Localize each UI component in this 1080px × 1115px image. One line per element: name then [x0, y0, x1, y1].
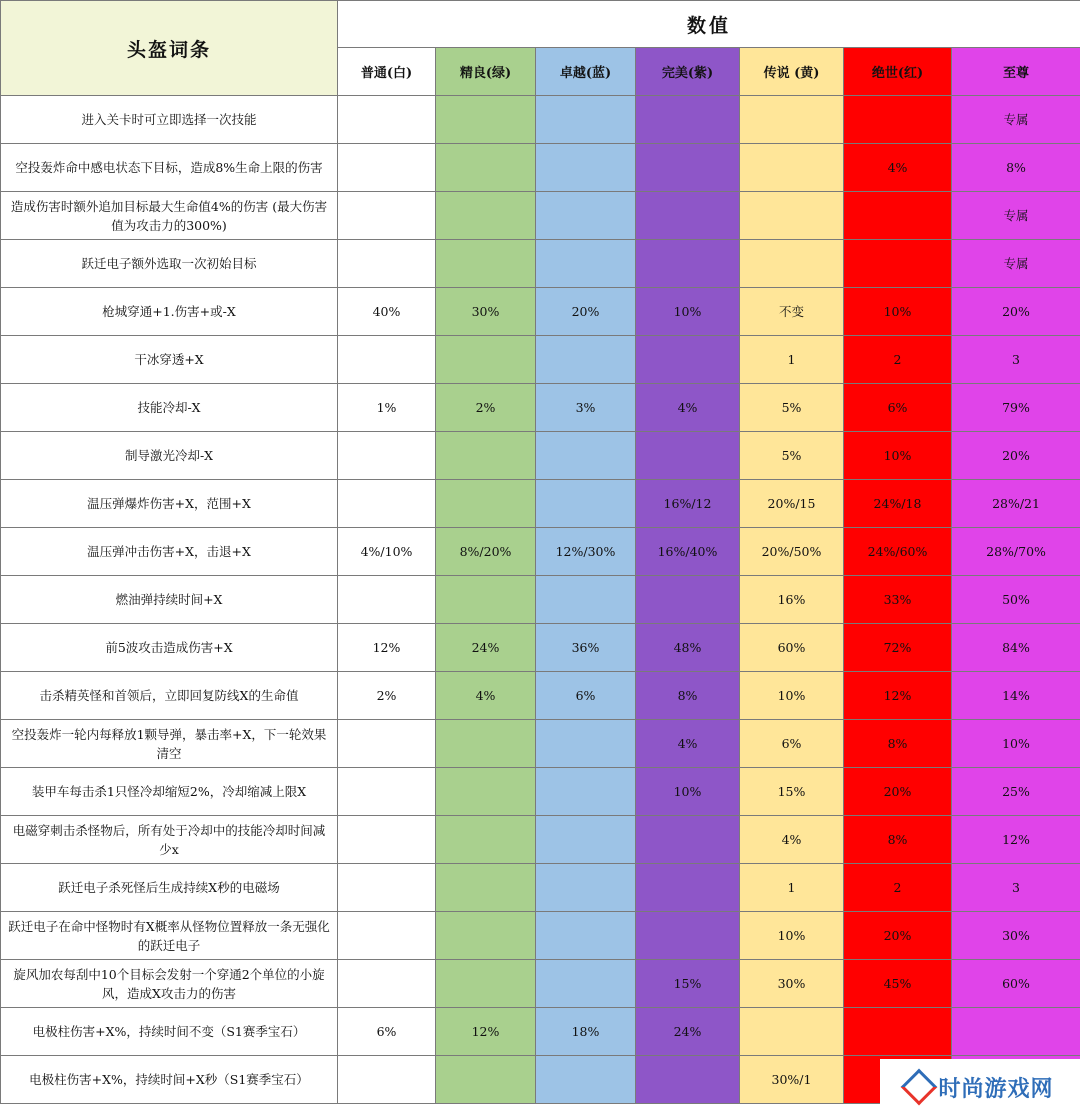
value-cell-red: 10%: [844, 432, 952, 480]
value-cell-supreme: 3: [952, 336, 1080, 384]
column-header-values: 数值: [338, 1, 1080, 48]
tier-header-red: 绝世(红): [844, 48, 952, 96]
value-cell-yellow: 20%/50%: [740, 528, 844, 576]
value-cell-green: [436, 816, 536, 864]
table-row: [1, 576, 1080, 624]
value-cell-blue: 20%: [536, 288, 636, 336]
value-cell-supreme: 28%/70%: [952, 528, 1080, 576]
value-cell-white: [338, 432, 436, 480]
value-cell-green: [436, 1056, 536, 1104]
column-header-attribute: 头盔词条: [1, 1, 338, 96]
value-cell-white: [338, 768, 436, 816]
table-row: [1, 192, 1080, 240]
table-row: [1, 624, 1080, 672]
value-cell-white: [338, 192, 436, 240]
value-cell-green: [436, 768, 536, 816]
value-cell-purple: [636, 96, 740, 144]
value-cell-supreme: 30%: [952, 912, 1080, 960]
attribute-cell: 跃迁电子杀死怪后生成持续X秒的电磁场: [1, 864, 338, 912]
attribute-cell: 电磁穿刺击杀怪物后，所有处于冷却中的技能冷却时间减少x: [1, 816, 338, 864]
value-cell-supreme: 79%: [952, 384, 1080, 432]
value-cell-white: 40%: [338, 288, 436, 336]
attribute-cell: 温压弹爆炸伤害+X，范围+X: [1, 480, 338, 528]
attribute-cell: 温压弹冲击伤害+X，击退+X: [1, 528, 338, 576]
attribute-cell: 干冰穿透+X: [1, 336, 338, 384]
value-cell-purple: [636, 432, 740, 480]
attribute-cell: 空投轰炸命中感电状态下目标，造成8%生命上限的伤害: [1, 144, 338, 192]
value-cell-white: 1%: [338, 384, 436, 432]
value-cell-white: 6%: [338, 1008, 436, 1056]
attribute-cell: 跃迁电子在命中怪物时有X概率从怪物位置释放一条无强化的跃迁电子: [1, 912, 338, 960]
table-row: [1, 816, 1080, 864]
tier-header-purple: 完美(紫): [636, 48, 740, 96]
value-cell-blue: 18%: [536, 1008, 636, 1056]
value-cell-yellow: 不变: [740, 288, 844, 336]
value-cell-yellow: 1: [740, 864, 844, 912]
tier-header-supreme: 至尊: [952, 48, 1080, 96]
value-cell-red: 8%: [844, 720, 952, 768]
value-cell-blue: [536, 240, 636, 288]
table-row: [1, 144, 1080, 192]
value-cell-green: [436, 960, 536, 1008]
value-cell-supreme: 28%/21: [952, 480, 1080, 528]
value-cell-blue: [536, 336, 636, 384]
value-cell-supreme: 专属: [952, 96, 1080, 144]
attribute-cell: 枪城穿通+1.伤害+或-X: [1, 288, 338, 336]
attribute-cell: 装甲车每击杀1只怪冷却缩短2%，冷却缩减上限X: [1, 768, 338, 816]
value-cell-supreme: 84%: [952, 624, 1080, 672]
table-row: [1, 528, 1080, 576]
value-cell-blue: [536, 912, 636, 960]
value-cell-purple: 10%: [636, 768, 740, 816]
table-row: [1, 912, 1080, 960]
value-cell-green: [436, 144, 536, 192]
attribute-cell: 电极柱伤害+X%，持续时间不变（S1赛季宝石）: [1, 1008, 338, 1056]
value-cell-yellow: 5%: [740, 432, 844, 480]
value-cell-yellow: [740, 144, 844, 192]
value-cell-supreme: 专属: [952, 192, 1080, 240]
attribute-cell: 跃迁电子额外选取一次初始目标: [1, 240, 338, 288]
value-cell-white: [338, 480, 436, 528]
value-cell-white: [338, 240, 436, 288]
value-cell-green: [436, 96, 536, 144]
value-cell-supreme: 60%: [952, 960, 1080, 1008]
value-cell-blue: 12%/30%: [536, 528, 636, 576]
value-cell-white: [338, 96, 436, 144]
value-cell-yellow: [740, 96, 844, 144]
value-cell-green: [436, 432, 536, 480]
value-cell-blue: [536, 576, 636, 624]
value-cell-purple: [636, 816, 740, 864]
value-cell-white: [338, 960, 436, 1008]
tier-header-green: 精良(绿): [436, 48, 536, 96]
value-cell-yellow: 30%/1: [740, 1056, 844, 1104]
tier-header-white: 普通(白): [338, 48, 436, 96]
value-cell-blue: [536, 192, 636, 240]
value-cell-purple: 16%/12: [636, 480, 740, 528]
value-cell-red: [844, 240, 952, 288]
value-cell-green: [436, 864, 536, 912]
value-cell-blue: [536, 864, 636, 912]
value-cell-purple: [636, 336, 740, 384]
value-cell-purple: [636, 240, 740, 288]
tier-header-yellow: 传说 (黄): [740, 48, 844, 96]
value-cell-white: [338, 144, 436, 192]
attribute-cell: 造成伤害时额外追加目标最大生命值4%的伤害 (最大伤害值为攻击力的300%): [1, 192, 338, 240]
value-cell-purple: [636, 912, 740, 960]
value-cell-blue: [536, 432, 636, 480]
value-cell-red: 33%: [844, 576, 952, 624]
value-cell-yellow: 15%: [740, 768, 844, 816]
value-cell-yellow: 16%: [740, 576, 844, 624]
value-cell-green: [436, 240, 536, 288]
table-row: [1, 1008, 1080, 1056]
value-cell-yellow: 5%: [740, 384, 844, 432]
value-cell-purple: [636, 192, 740, 240]
value-cell-white: [338, 336, 436, 384]
value-cell-blue: [536, 816, 636, 864]
value-cell-green: [436, 912, 536, 960]
value-cell-white: [338, 720, 436, 768]
table-row: [1, 672, 1080, 720]
value-cell-white: [338, 912, 436, 960]
value-cell-supreme: 20%: [952, 432, 1080, 480]
value-cell-purple: 15%: [636, 960, 740, 1008]
tier-header-blue: 卓越(蓝): [536, 48, 636, 96]
value-cell-purple: 48%: [636, 624, 740, 672]
value-cell-purple: 24%: [636, 1008, 740, 1056]
value-cell-purple: 8%: [636, 672, 740, 720]
value-cell-red: 12%: [844, 672, 952, 720]
attribute-cell: 制导激光冷却-X: [1, 432, 338, 480]
attribute-cell: 击杀精英怪和首领后，立即回复防线X的生命值: [1, 672, 338, 720]
value-cell-blue: 36%: [536, 624, 636, 672]
value-cell-purple: [636, 1056, 740, 1104]
value-cell-supreme: 3: [952, 864, 1080, 912]
value-cell-supreme: [952, 1008, 1080, 1056]
value-cell-purple: 10%: [636, 288, 740, 336]
value-cell-red: 2: [844, 864, 952, 912]
value-cell-yellow: [740, 192, 844, 240]
value-cell-purple: 4%: [636, 384, 740, 432]
value-cell-green: 24%: [436, 624, 536, 672]
value-cell-supreme: 14%: [952, 672, 1080, 720]
value-cell-green: 30%: [436, 288, 536, 336]
attribute-cell: 进入关卡时可立即选择一次技能: [1, 96, 338, 144]
table-row: [1, 960, 1080, 1008]
value-cell-blue: [536, 960, 636, 1008]
value-cell-yellow: 6%: [740, 720, 844, 768]
value-cell-blue: 3%: [536, 384, 636, 432]
value-cell-blue: [536, 144, 636, 192]
attribute-cell: 电极柱伤害+X%，持续时间+X秒（S1赛季宝石）: [1, 1056, 338, 1104]
value-cell-green: [436, 336, 536, 384]
value-cell-yellow: 10%: [740, 912, 844, 960]
value-cell-green: [436, 192, 536, 240]
value-cell-blue: [536, 768, 636, 816]
value-cell-red: 72%: [844, 624, 952, 672]
table-row: [1, 288, 1080, 336]
value-cell-green: [436, 720, 536, 768]
value-cell-green: 2%: [436, 384, 536, 432]
value-cell-white: 12%: [338, 624, 436, 672]
value-cell-red: 20%: [844, 768, 952, 816]
table-row: [1, 432, 1080, 480]
attribute-cell: 燃油弹持续时间+X: [1, 576, 338, 624]
value-cell-supreme: 10%: [952, 720, 1080, 768]
value-cell-supreme: 50%: [952, 576, 1080, 624]
site-watermark: [880, 1059, 1080, 1115]
value-cell-yellow: 60%: [740, 624, 844, 672]
attribute-cell: 技能冷却-X: [1, 384, 338, 432]
value-cell-white: [338, 1056, 436, 1104]
value-cell-supreme: 20%: [952, 288, 1080, 336]
value-cell-white: 2%: [338, 672, 436, 720]
value-cell-green: [436, 480, 536, 528]
value-cell-yellow: [740, 240, 844, 288]
value-cell-purple: [636, 864, 740, 912]
table-row: [1, 768, 1080, 816]
value-cell-yellow: 10%: [740, 672, 844, 720]
attribute-cell: 前5波攻击造成伤害+X: [1, 624, 338, 672]
value-cell-supreme: 专属: [952, 240, 1080, 288]
value-cell-red: [844, 1008, 952, 1056]
diamond-logo-icon: [901, 1069, 938, 1106]
attribute-cell: 旋风加农每刮中10个目标会发射一个穿通2个单位的小旋风，造成X攻击力的伤害: [1, 960, 338, 1008]
value-cell-blue: [536, 480, 636, 528]
value-cell-red: 6%: [844, 384, 952, 432]
table-row: [1, 96, 1080, 144]
value-cell-red: [844, 192, 952, 240]
value-cell-red: 4%: [844, 144, 952, 192]
value-cell-purple: 4%: [636, 720, 740, 768]
value-cell-green: [436, 576, 536, 624]
value-cell-green: 12%: [436, 1008, 536, 1056]
value-cell-blue: 6%: [536, 672, 636, 720]
value-cell-green: 4%: [436, 672, 536, 720]
value-cell-red: 20%: [844, 912, 952, 960]
value-cell-yellow: 30%: [740, 960, 844, 1008]
value-cell-white: 4%/10%: [338, 528, 436, 576]
value-cell-purple: [636, 576, 740, 624]
value-cell-purple: 16%/40%: [636, 528, 740, 576]
table-row: [1, 480, 1080, 528]
value-cell-red: 45%: [844, 960, 952, 1008]
value-cell-red: 10%: [844, 288, 952, 336]
value-cell-red: 2: [844, 336, 952, 384]
value-cell-green: 8%/20%: [436, 528, 536, 576]
table-row: [1, 864, 1080, 912]
value-cell-purple: [636, 144, 740, 192]
value-cell-supreme: 12%: [952, 816, 1080, 864]
value-cell-blue: [536, 1056, 636, 1104]
value-cell-yellow: [740, 1008, 844, 1056]
value-cell-yellow: 20%/15: [740, 480, 844, 528]
value-cell-supreme: 25%: [952, 768, 1080, 816]
value-cell-supreme: 8%: [952, 144, 1080, 192]
table-row: [1, 720, 1080, 768]
table-row: [1, 240, 1080, 288]
value-cell-blue: [536, 720, 636, 768]
value-cell-blue: [536, 96, 636, 144]
value-cell-red: 24%/60%: [844, 528, 952, 576]
value-cell-red: 24%/18: [844, 480, 952, 528]
attribute-cell: 空投轰炸一轮内每释放1颗导弹，暴击率+X，下一轮效果清空: [1, 720, 338, 768]
table-row: [1, 384, 1080, 432]
value-cell-white: [338, 816, 436, 864]
value-cell-yellow: 4%: [740, 816, 844, 864]
table-row: [1, 336, 1080, 384]
value-cell-red: [844, 96, 952, 144]
value-cell-white: [338, 864, 436, 912]
value-cell-red: 8%: [844, 816, 952, 864]
value-cell-white: [338, 576, 436, 624]
value-cell-yellow: 1: [740, 336, 844, 384]
watermark-text: 时尚游戏网: [938, 1076, 1054, 1102]
